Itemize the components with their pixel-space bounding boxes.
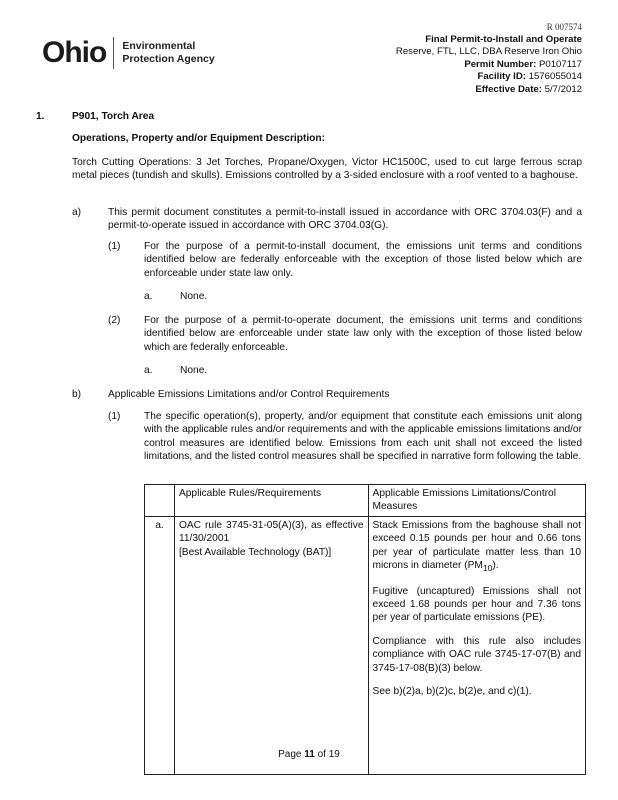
effective-date: 5/7/2012 xyxy=(544,83,582,95)
footer-of-label: of xyxy=(317,749,326,760)
facility-name: Reserve, FTL, LLC, DBA Reserve Iron Ohio xyxy=(395,46,582,58)
logo-wordmark: Ohio xyxy=(42,36,107,69)
permit-number-line xyxy=(396,59,582,71)
table-row-label: a. xyxy=(145,516,175,774)
limit-stack-end: ). xyxy=(492,560,499,572)
item-b1-marker: (1) xyxy=(108,411,121,422)
limit-stack-emissions xyxy=(373,519,581,575)
item-a1-sub-text: None. xyxy=(180,291,208,302)
item-b-marker: b) xyxy=(72,389,82,400)
table-row-limits-cell xyxy=(368,516,585,774)
table-row xyxy=(145,516,586,774)
item-a-marker: a) xyxy=(72,207,82,218)
table-row-rule: OAC rule 3745-31-05(A)(3), as effective 11/30/2001 xyxy=(178,519,364,545)
permit-title: Final Permit-to-Install and Operate xyxy=(425,34,582,45)
effective-date-label: Effective Date: xyxy=(475,83,542,95)
table-row-rule-cell xyxy=(174,516,368,774)
table-header-limitations: Applicable Emissions Limitations/Control Measures xyxy=(368,485,585,517)
footer-page-label: Page xyxy=(278,749,302,760)
limit-see-references: See b)(2)a, b)(2)c, b(2)e, and c)(1). xyxy=(372,686,532,698)
footer-page-number: 11 xyxy=(304,749,315,760)
limit-stack-subscript: 10 xyxy=(482,563,493,574)
item-a2-text: For the purpose of a permit-to-operate document, the emissions unit terms and conditions identified below are enforceable under state law only with the exception of those listed below which are federally enforceable. xyxy=(144,315,582,353)
item-b-text: Applicable Emissions Limitations and/or Control Requirements xyxy=(108,389,390,400)
item-a1-sub-marker: a. xyxy=(144,291,153,302)
limit-compliance-note: Compliance with this rule also includes compliance with OAC rule 3745-17-07(B) and 3745-17-08(B)(3) below. xyxy=(372,635,581,674)
facility-id-line xyxy=(396,71,582,83)
item-a-text: This permit document constitutes a permit-to-install issued in accordance with ORC 3704.03(F) and a permit-to-operate issued in accordance with ORC 3704.03(G). xyxy=(108,207,582,232)
logo-agency-line1: Environmental xyxy=(122,39,196,52)
operations-heading: Operations, Property and/or Equipment Description: xyxy=(72,133,326,144)
ohio-epa-logo xyxy=(42,36,215,70)
permit-header xyxy=(396,34,582,96)
item-a2-sub-text: None. xyxy=(180,365,208,376)
item-b1-text: The specific operation(s), property, and/or equipment that constitute each emissions unit along with the applicable rules and/or requirements and with the applicable emissions limitations and/or control measures are identified below. Emissions from each unit shall not exceed the listed limitations, and the listed control measures shall be specified in narrative form following the table. xyxy=(144,411,582,463)
table-header-row xyxy=(145,485,586,517)
section-number: 1. xyxy=(36,111,45,122)
table-row-rule-note: [Best Available Technology (BAT)] xyxy=(178,546,332,558)
facility-id-label: Facility ID: xyxy=(477,71,526,83)
facility-id: 1576055014 xyxy=(528,71,582,83)
document-reference-number: R 007574 xyxy=(546,22,582,32)
item-a2-marker: (2) xyxy=(108,315,121,326)
emissions-limitations-table xyxy=(144,484,586,775)
limit-fugitive-emissions: Fugitive (uncaptured) Emissions shall not exceed 1.68 pounds per hour and 7.36 tons per year of particulate emissions (PE). xyxy=(372,585,581,624)
logo-divider xyxy=(113,37,114,69)
item-a2-sub-marker: a. xyxy=(144,365,153,376)
permit-number-label: Permit Number: xyxy=(464,58,537,70)
item-a1-text: For the purpose of a permit-to-install document, the emissions unit terms and conditions identified below are federally enforceable with the exception of those listed below which are enforceable under state law only. xyxy=(144,241,582,279)
table-header-blank xyxy=(145,485,175,517)
page-footer xyxy=(0,748,618,761)
limit-stack-text: Stack Emissions from the baghouse shall not exceed 0.15 pounds per hour and 0.66 tons per year of particulate matter less than 10 microns in diameter (PM xyxy=(372,519,581,572)
footer-page-total: 19 xyxy=(328,749,340,760)
permit-number: P0107117 xyxy=(538,58,582,70)
operations-description: Torch Cutting Operations: 3 Jet Torches, Propane/Oxygen, Victor HC1500C, used to cut large ferrous scrap metal pieces (tundish and skulls). Emissions controlled by a 3-sided enclosure with a roof vented to a baghouse. xyxy=(72,157,582,182)
effective-date-line xyxy=(396,84,582,96)
section-title: P901, Torch Area xyxy=(72,111,155,122)
table-header-rules: Applicable Rules/Requirements xyxy=(174,485,368,517)
logo-agency-line2: Protection Agency xyxy=(122,53,215,65)
logo-agency-name xyxy=(122,40,214,66)
item-a1-marker: (1) xyxy=(108,241,121,252)
